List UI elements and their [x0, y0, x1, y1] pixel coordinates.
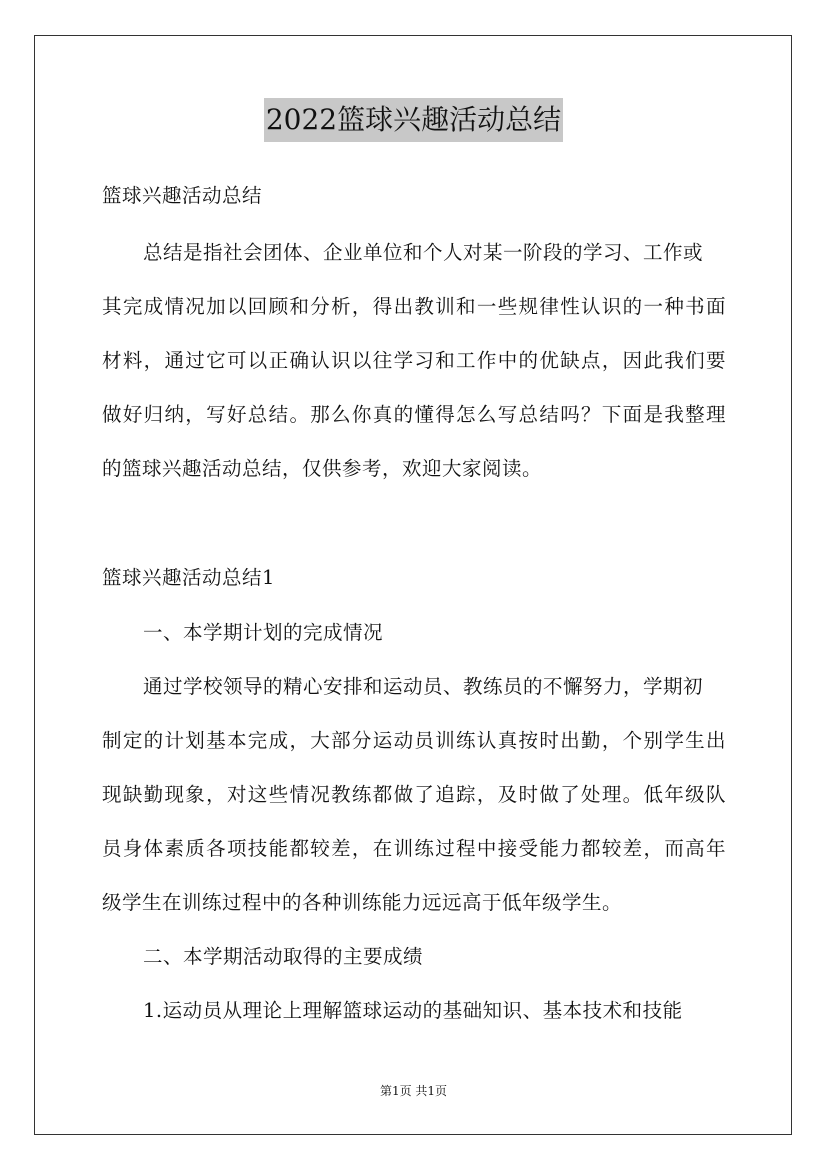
para1-line-1: 通过学校领导的精心安排和运动员、教练员的不懈努力，学期初 — [143, 675, 704, 698]
list-item-1: 1.运动员从理论上理解篮球运动的基础知识、基本技术和技能 — [143, 999, 683, 1022]
intro-line-3: 材料，通过它可以正确认识以往学习和工作中的优缺点，因此我们要 — [102, 349, 726, 372]
document-title: 2022篮球兴趣活动总结 — [264, 98, 563, 142]
heading-one: 一、本学期计划的完成情况 — [143, 621, 384, 644]
heading-two: 二、本学期活动取得的主要成绩 — [143, 945, 424, 968]
intro-line-2: 其完成情况加以回顾和分析，得出教训和一些规律性认识的一种书面 — [102, 295, 726, 318]
para1-line-2: 制定的计划基本完成，大部分运动员训练认真按时出勤，个别学生出 — [102, 729, 726, 752]
para1-line-4: 员身体素质各项技能都较差，在训练过程中接受能力都较差，而高年 — [102, 837, 726, 860]
para1-line-5: 级学生在训练过程中的各种训练能力远远高于低年级学生。 — [102, 891, 623, 914]
para1-line-3: 现缺勤现象，对这些情况教练都做了追踪，及时做了处理。低年级队 — [102, 783, 726, 806]
document-subtitle: 篮球兴趣活动总结 — [102, 184, 263, 207]
title-container — [0, 98, 827, 142]
intro-line-5: 的篮球兴趣活动总结，仅供参考，欢迎大家阅读。 — [102, 457, 543, 480]
intro-line-4: 做好归纳，写好总结。那么你真的懂得怎么写总结吗？下面是我整理 — [102, 403, 726, 426]
section-title: 篮球兴趣活动总结1 — [102, 566, 275, 589]
page-footer: 第1页 共1页 — [379, 1084, 448, 1098]
intro-line-1: 总结是指社会团体、企业单位和个人对某一阶段的学习、工作或 — [143, 241, 704, 264]
